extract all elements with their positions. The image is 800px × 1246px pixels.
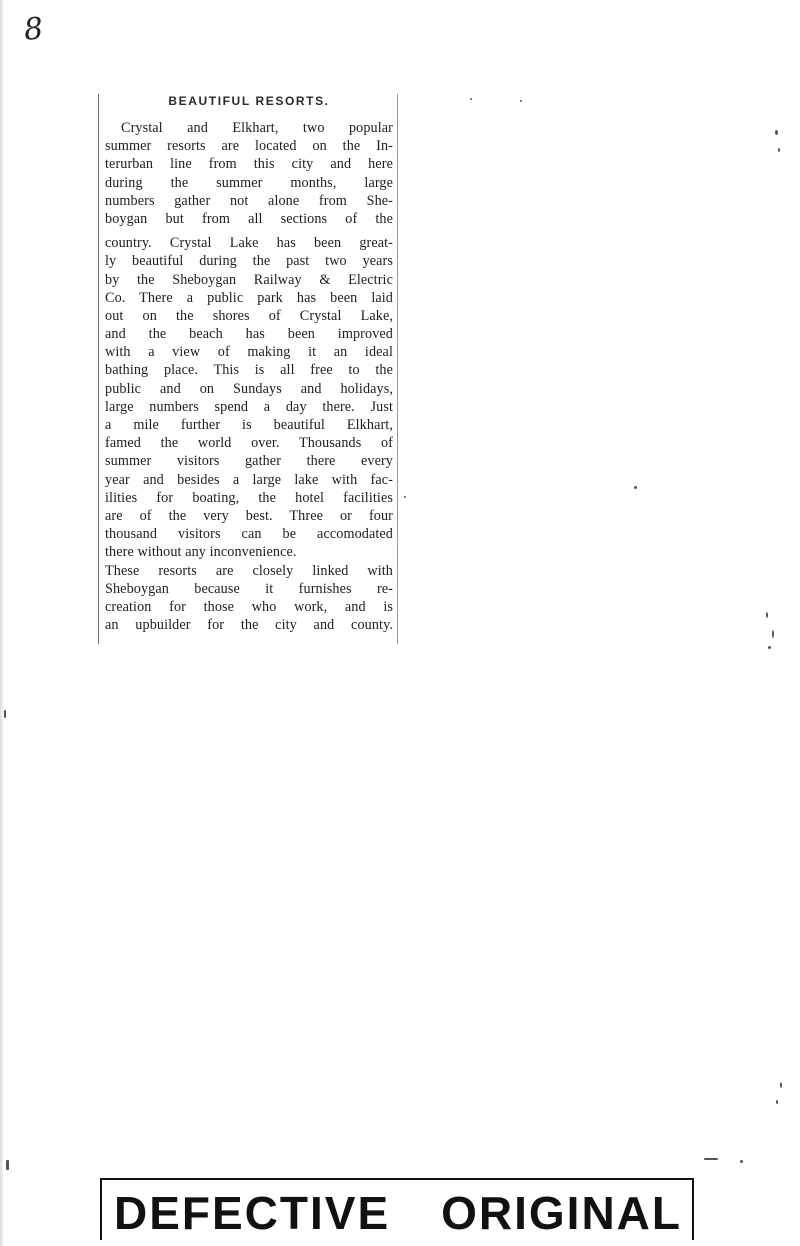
article-line: by the Sheboygan Railway & Electric — [105, 271, 393, 288]
scan-speck — [6, 1160, 9, 1170]
page-number: 8 — [22, 11, 45, 48]
article-line: famed the world over. Thousands of — [105, 435, 393, 452]
scan-speck — [776, 1100, 778, 1104]
scan-speck — [634, 486, 637, 489]
article-line: year and besides a large lake with fac- — [105, 471, 393, 488]
scan-edge-shadow — [0, 0, 4, 1246]
article-headline: BEAUTIFUL RESORTS. — [168, 94, 330, 108]
article-line: out on the shores of Crystal Lake, — [105, 307, 393, 324]
scan-speck — [780, 1082, 782, 1088]
article-line: and the beach has been improved — [105, 326, 393, 343]
article-line: These resorts are closely linked with — [105, 562, 393, 579]
article-line: ilities for boating, the hotel facilities — [105, 489, 393, 506]
article-line: Sheboygan because it furnishes re- — [105, 580, 393, 597]
article-line: boygan but from all sections of the — [105, 210, 393, 227]
article-line: ly beautiful during the past two years — [105, 253, 393, 270]
scan-speck — [766, 612, 768, 618]
article-line: summer resorts are located on the In- — [105, 138, 393, 155]
article-line: are of the very best. Three or four — [105, 507, 393, 524]
defective-original-stamp — [100, 1178, 694, 1240]
article-line: numbers gather not alone from She- — [105, 192, 393, 209]
scan-speck — [772, 630, 774, 638]
scan-speck — [520, 100, 522, 102]
article-line: there without any inconvenience. — [105, 544, 297, 561]
article-line: Co. There a public park has been laid — [105, 289, 393, 306]
article-line: creation for those who work, and is — [105, 598, 393, 615]
article-line: terurban line from this city and here — [105, 156, 393, 173]
article-line: with a view of making it an ideal — [105, 344, 393, 361]
article-line: summer visitors gather there every — [105, 453, 393, 470]
scan-speck — [740, 1160, 743, 1163]
stamp-word-original: ORIGINAL — [441, 1187, 682, 1239]
newspaper-clipping — [98, 94, 398, 644]
article-line: thousand visitors can be accomodated — [105, 526, 393, 543]
article-line: bathing place. This is all free to the — [105, 362, 393, 379]
article-line: Crystal and Elkhart, two popular — [121, 120, 393, 136]
scan-speck — [768, 646, 771, 649]
article-line: public and on Sundays and holidays, — [105, 380, 393, 397]
article-line: country. Crystal Lake has been great- — [105, 235, 393, 252]
scan-speck — [775, 130, 778, 135]
scan-speck — [4, 710, 6, 718]
scan-speck — [470, 98, 472, 100]
article-line: during the summer months, large — [105, 174, 393, 191]
scan-speck — [404, 496, 406, 498]
scan-speck — [704, 1158, 718, 1160]
article-line: large numbers spend a day there. Just — [105, 398, 393, 415]
scan-speck — [778, 148, 780, 152]
article-line: an upbuilder for the city and county. — [105, 617, 393, 634]
article-line: a mile further is beautiful Elkhart, — [105, 417, 393, 433]
stamp-word-defective: DEFECTIVE — [114, 1187, 391, 1239]
